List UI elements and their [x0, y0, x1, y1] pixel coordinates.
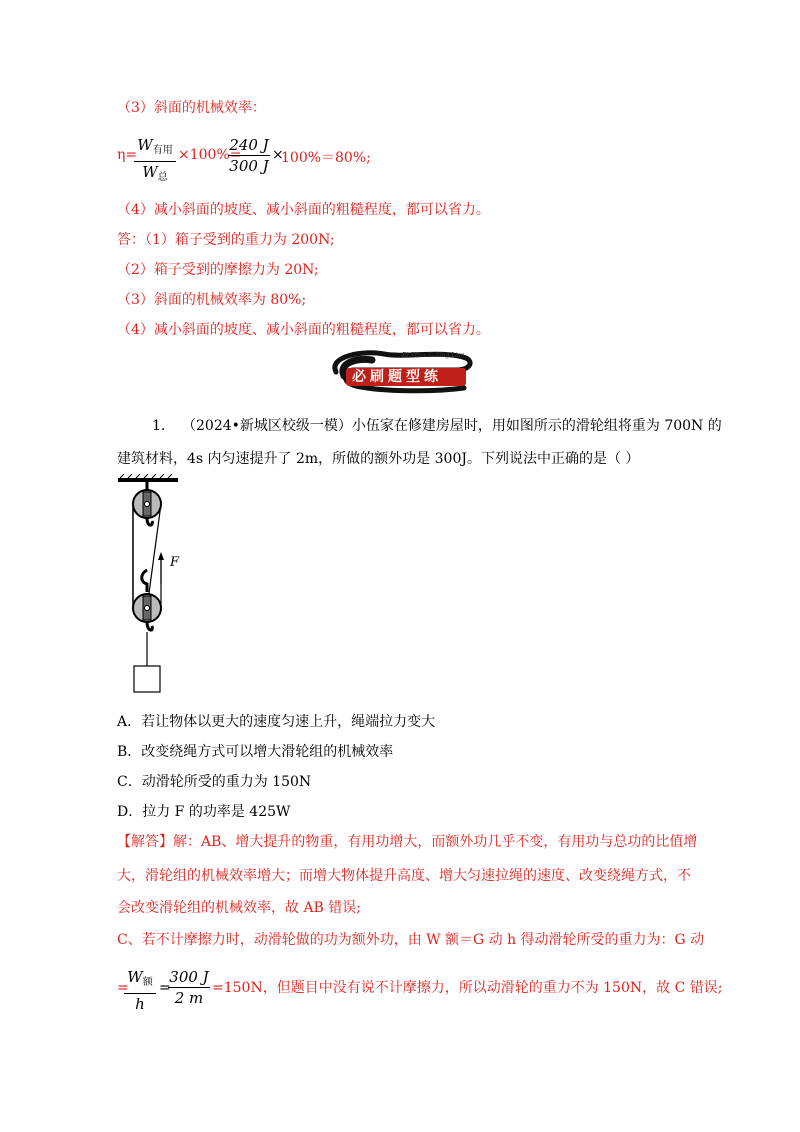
- denominator-300: 300 J: [229, 157, 269, 175]
- w-extra-over-h-fraction: [124, 968, 156, 1013]
- analysis-line1: [117, 832, 697, 852]
- useful-over-total-fraction: [134, 136, 176, 187]
- mid-equals: =: [159, 980, 171, 996]
- analysis-line3: 会改变滑轮组的机械效率，故 AB 错误;: [117, 900, 362, 916]
- w-extra: W: [127, 968, 143, 986]
- denominator-2m: 2 m: [174, 989, 204, 1007]
- banner-title: 必刷题型练: [352, 369, 442, 385]
- fixed-pulley-hook: [147, 518, 152, 525]
- solution-step4: （4）减小斜面的坡度、减小斜面的粗糙程度，都可以省力。: [117, 202, 490, 218]
- answer-1: 答：（1）箱子受到的重力为 200N;: [117, 232, 335, 248]
- bishua-banner-logo: [324, 348, 474, 396]
- analysis-line2: 大，滑轮组的机械效率增大；而增大物体提升高度、增大匀速拉绳的速度、改变绕绳方式，不: [117, 868, 691, 884]
- w-useful: W: [137, 136, 153, 154]
- option-d: D．拉力 F 的功率是 425W: [117, 804, 291, 820]
- numerator-300: 300 J: [169, 968, 209, 986]
- numerator-240: 240 J: [229, 136, 269, 154]
- h-symbol: h: [135, 995, 145, 1013]
- analysis-tag: 【解答】: [117, 834, 173, 850]
- pulley-system-diagram: [114, 474, 194, 696]
- moving-pulley-top-hook: [142, 570, 147, 592]
- w-extra-sub: 额: [142, 977, 153, 988]
- question-stem-line1: （2024•新城区校级一模）小伍家在修建房屋时，用如图所示的滑轮组将重为 700N 的: [182, 418, 722, 434]
- force-arrow-icon: [158, 552, 164, 560]
- eq-prefix: =: [117, 980, 129, 996]
- option-c: C．动滑轮所受的重力为 150N: [117, 774, 312, 790]
- analysis-line5-tail: =150N，但题目中没有说不计摩擦力，所以动滑轮的重力不为 150N，故 C 错误;: [212, 980, 723, 996]
- answer-3: （3）斜面的机械效率为 80%;: [117, 292, 307, 308]
- question-stem-line2: 建筑材料，4s 内匀速提升了 2m，所做的额外功是 300J。下列说法中正确的是（ ）: [117, 451, 640, 467]
- 300-over-2m-fraction: [168, 968, 210, 1007]
- efficiency-result: 100%＝80%;: [281, 150, 371, 166]
- w-useful-sub: 有用: [152, 145, 173, 156]
- question-number: 1.: [152, 418, 166, 434]
- solution-step3-label: （3）斜面的机械效率：: [117, 100, 266, 116]
- moving-pulley-hook: [147, 622, 152, 630]
- times-100-percent: ×100%=: [178, 147, 242, 163]
- analysis-line4: C、若不计摩擦力时，动滑轮做的功为额外功，由 W 额＝G 动 h 得动滑轮所受的重力为：G 动: [117, 932, 705, 948]
- banner-tagline: Bi Shua Ti Xing Lian: [402, 352, 465, 359]
- answer-4: （4）减小斜面的坡度、减小斜面的粗糙程度，都可以省力。: [117, 322, 490, 338]
- 240-over-300-fraction: [228, 136, 270, 175]
- efficiency-prefix: η=: [117, 147, 138, 163]
- load-box: [134, 666, 160, 692]
- rope-segment: [147, 504, 161, 608]
- option-a: A．若让物体以更大的速度匀速上升，绳端拉力变大: [117, 714, 436, 730]
- w-total-sub: 总: [157, 172, 168, 183]
- force-label: F: [170, 555, 180, 570]
- w-total: W: [142, 163, 158, 181]
- analysis-text-1: 解：AB、增大提升的物重，有用功增大，而额外功几乎不变，有用功与总功的比值增: [173, 834, 698, 850]
- option-b: B．改变绕绳方式可以增大滑轮组的机械效率: [117, 744, 394, 760]
- answer-2: （2）箱子受到的摩擦力为 20N;: [117, 262, 319, 278]
- ceiling-beam: [118, 478, 178, 482]
- times-sign: ×: [272, 147, 284, 163]
- ceiling-hatch: [120, 474, 172, 478]
